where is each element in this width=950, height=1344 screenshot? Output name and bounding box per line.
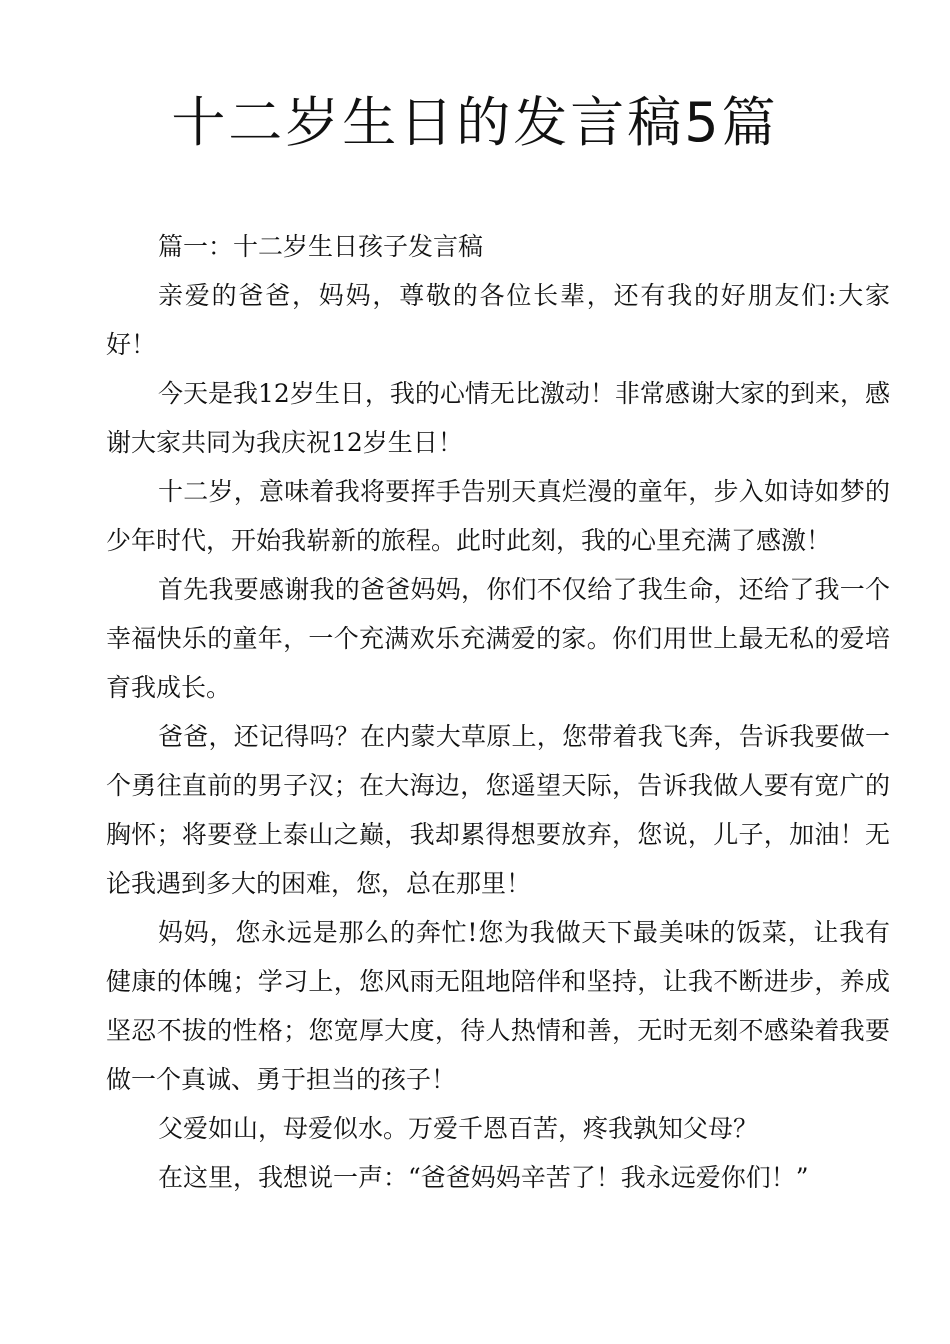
paragraph-love: 父爱如山，母爱似水。万爱千恩百苦，疼我孰知父母？ [158, 1114, 759, 1143]
paragraph-twelve: 十二岁，意味着我将要挥手告别天真烂漫的童年，步入如诗如梦的少年时代，开始我崭新的旅程。此时此刻，我的心里充满了感激！ [106, 477, 890, 555]
document-title: 十二岁生日的发言稿5篇 [171, 91, 779, 154]
section-heading: 篇一：十二岁生日孩子发言稿 [158, 232, 484, 261]
document-body [106, 222, 890, 1202]
paragraph-parents: 首先我要感谢我的爸爸妈妈，你们不仅给了我生命，还给了我一个幸福快乐的童年，一个充满欢乐充满爱的家。你们用世上最无私的爱培育我成长。 [106, 575, 890, 702]
paragraph-closing: 在这里，我想说一声：“爸爸妈妈辛苦了！我永远爱你们！” [158, 1163, 809, 1192]
paragraph-father: 爸爸，还记得吗？在内蒙大草原上，您带着我飞奔，告诉我要做一个勇往直前的男子汉；在大海边，您遥望天际，告诉我做人要有宽广的胸怀；将要登上泰山之巅，我却累得想要放弃，您说，儿子，加油！无论我遇到多大的困难，您，总在那里！ [106, 722, 890, 898]
paragraph-thanks: 今天是我12岁生日，我的心情无比激动！非常感谢大家的到来，感谢大家共同为我庆祝12岁生日！ [106, 379, 890, 457]
paragraph-greeting: 亲爱的爸爸，妈妈，尊敬的各位长辈，还有我的好朋友们:大家好！ [106, 281, 890, 359]
paragraph-mother: 妈妈，您永远是那么的奔忙!您为我做天下最美味的饭菜，让我有健康的体魄；学习上，您风雨无阻地陪伴和坚持，让我不断进步，养成坚忍不拔的性格；您宽厚大度，待人热情和善，无时无刻不感染着我要做一个真诚、勇于担当的孩子！ [106, 918, 890, 1094]
